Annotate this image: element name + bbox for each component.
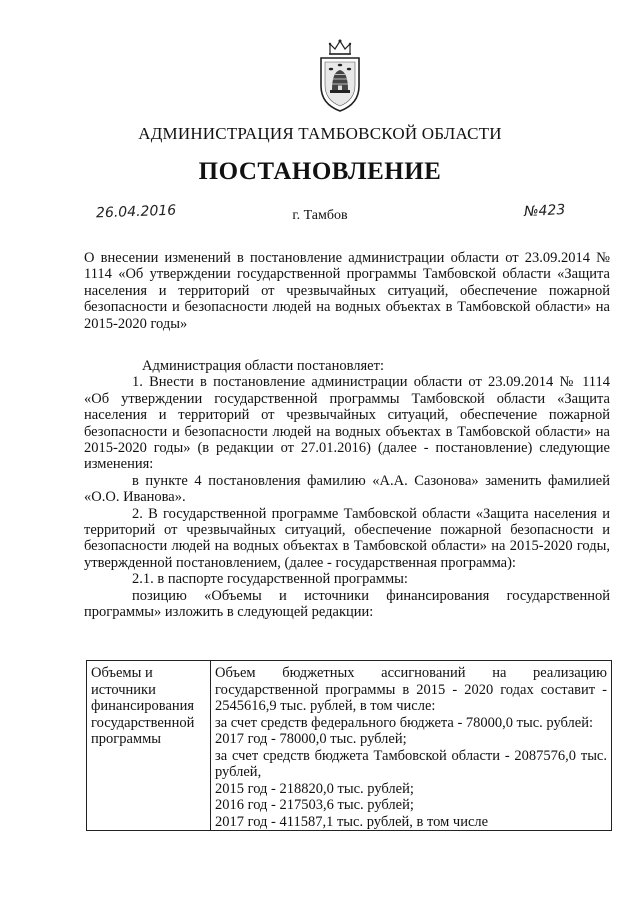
- document-subject: О внесении изменений в постановление администрации области от 23.09.2014 № 1114 «Об утверждении государственной программы Тамбовской области «Защита населения и территорий от чрезвычайных ситуаций, обеспечение пожарной безопасности и безопасности людей на водных объектах в Тамбовской области» на 2015-2020 годы»: [84, 250, 610, 332]
- funding-value-cell: [211, 661, 612, 831]
- document-body: [84, 358, 610, 621]
- funding-line: 2017 год - 78000,0 тыс. рублей;: [215, 731, 407, 747]
- paragraph-item-2: 2. В государственной программе Тамбовской области «Защита населения и территорий от чрезвычайных ситуаций, обеспечение пожарной безопасности и безопасности людей на водных объектах в Тамбовской области» на 2015-2020 годы, утвержденной постановлением, (далее - государственная программа):: [84, 505, 610, 571]
- paragraph-item-2-1: 2.1. в паспорте государственной программы:: [132, 571, 408, 588]
- funding-line: 2016 год - 217503,6 тыс. рублей;: [215, 797, 414, 813]
- funding-label-cell: Объемы и источники финансирования государственной программы: [87, 661, 211, 831]
- funding-line: 2017 год - 411587,1 тыс. рублей, в том числе: [215, 813, 489, 830]
- handwritten-date: 26.04.2016: [95, 202, 177, 222]
- funding-line: за счет средств бюджета Тамбовской области - 2087576,0 тыс. рублей,: [215, 747, 607, 780]
- funding-table: [86, 660, 612, 831]
- funding-line: Объем бюджетных ассигнований на реализацию государственной программы в 2015 - 2020 годах составит - 2545616,9 тыс. рублей, в том числе:: [215, 665, 607, 714]
- organization-name: АДМИНИСТРАЦИЯ ТАМБОВСКОЙ ОБЛАСТИ: [138, 124, 502, 143]
- paragraph-item-1-change: в пункте 4 постановления фамилию «А.А. Сазонова» заменить фамилией «О.О. Иванова».: [84, 472, 610, 506]
- funding-line: 2015 год - 218820,0 тыс. рублей;: [215, 780, 414, 797]
- document-type-title: ПОСТАНОВЛЕНИЕ: [198, 158, 442, 185]
- coat-of-arms-emblem: [316, 38, 364, 114]
- table-row: [87, 661, 612, 831]
- city-name: г. Тамбов: [292, 208, 348, 223]
- paragraph-intro: Администрация области постановляет:: [142, 358, 384, 374]
- handwritten-number: №423: [523, 201, 566, 221]
- funding-line: за счет средств федерального бюджета - 78000,0 тыс. рублей:: [215, 714, 594, 731]
- paragraph-position: позицию «Объемы и источники финансирования государственной программы» изложить в следующей редакции:: [84, 587, 610, 621]
- paragraph-item-1: 1. Внести в постановление администрации области от 23.09.2014 № 1114 «Об утверждении государственной программы Тамбовской области «Защита населения и территорий от чрезвычайных ситуаций, обеспечение пожарной безопасности и безопасности людей на водных объектах в Тамбовской области» на 2015-2020 годы» (в редакции от 27.01.2016) (далее - постановление) следующие изменения:: [84, 374, 610, 473]
